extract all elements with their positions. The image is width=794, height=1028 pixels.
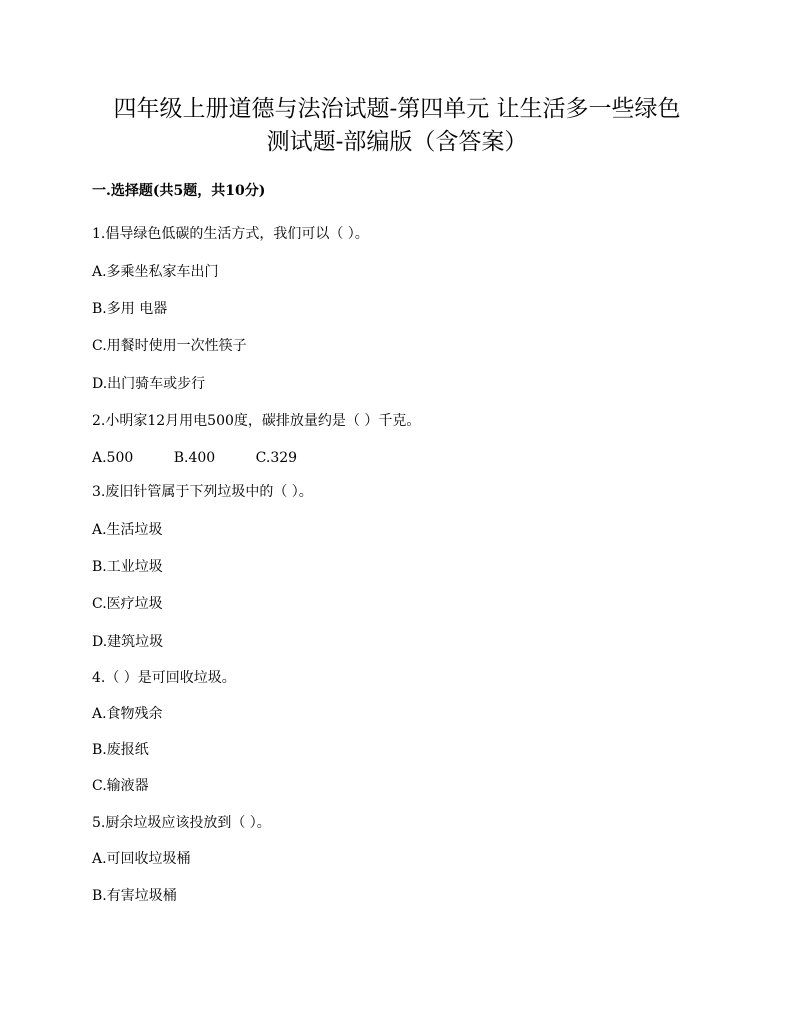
question-5-option-b: B.有害垃圾桶 bbox=[92, 888, 177, 904]
question-2-option-b: B.400 bbox=[173, 450, 216, 466]
question-1-option-a: A.多乘坐私家车出门 bbox=[92, 264, 219, 280]
question-3-option-c: C.医疗垃圾 bbox=[92, 596, 163, 612]
question-4-option-a: A.食物残余 bbox=[92, 706, 163, 722]
question-4-option-b: B.废报纸 bbox=[92, 742, 149, 758]
question-5-option-a: A.可回收垃圾桶 bbox=[92, 851, 191, 867]
question-2-option-c: C.329 bbox=[255, 450, 298, 466]
question-1-stem: 1.倡导绿色低碳的生活方式，我们可以（ ）。 bbox=[92, 226, 369, 242]
question-1-option-d: D.出门骑车或步行 bbox=[92, 376, 206, 392]
question-3-stem: 3.废旧针管属于下列垃圾中的（ ）。 bbox=[92, 484, 313, 500]
question-5-stem: 5.厨余垃圾应该投放到（ ）。 bbox=[92, 815, 271, 831]
question-3-option-b: B.工业垃圾 bbox=[92, 559, 163, 575]
question-4-option-c: C.输液器 bbox=[92, 778, 149, 794]
question-2-options bbox=[92, 448, 333, 468]
document-title-line-2: 测试题-部编版（含答案） bbox=[266, 129, 528, 155]
section-heading: 一.选择题(共5题，共10分) bbox=[92, 183, 266, 199]
question-2-stem: 2.小明家12月用电500度，碳排放量约是（ ）千克。 bbox=[92, 413, 421, 429]
question-2-option-a: A.500 bbox=[92, 450, 134, 466]
question-1-option-c: C.用餐时使用一次性筷子 bbox=[92, 338, 247, 354]
question-3-option-d: D.建筑垃圾 bbox=[92, 634, 164, 650]
document-title-line-1: 四年级上册道德与法治试题-第四单元 让生活多一些绿色 bbox=[113, 96, 681, 122]
question-3-option-a: A.生活垃圾 bbox=[92, 522, 163, 538]
question-1-option-b: B.多用 电器 bbox=[92, 301, 168, 317]
question-4-stem: 4.（ ）是可回收垃圾。 bbox=[92, 670, 236, 686]
